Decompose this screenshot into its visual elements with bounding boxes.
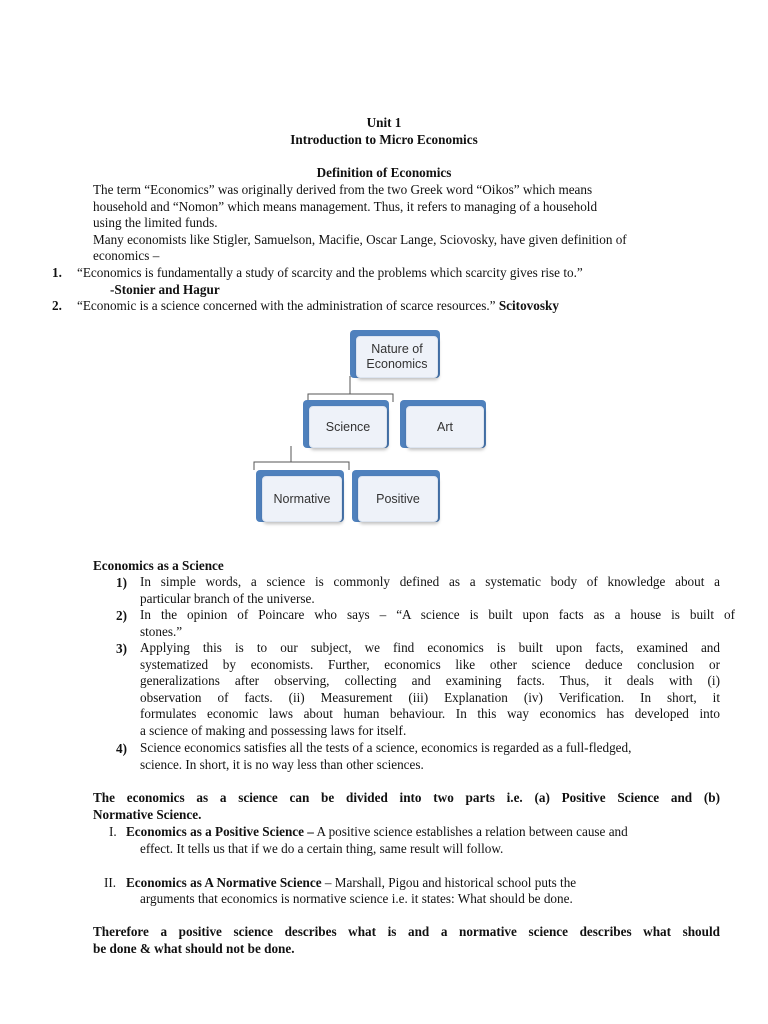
- definition-2-author: Scitovosky: [498, 298, 559, 313]
- division-statement: The economics as a science can be divided into two parts i.e. (a) Positive Science and (b) Normative Science.: [93, 790, 720, 822]
- nature-of-economics-node: [350, 330, 440, 378]
- intro-line-1: The term “Economics” was originally derived from the two Greek word “Oikos” which means: [93, 182, 593, 197]
- intro-line-4: Many economists like Stigler, Samuelson, Macifie, Oscar Lange, Sciovosky, have given definition of: [93, 232, 627, 247]
- definition-2-line: [77, 297, 559, 314]
- intro-line-3: using the limited funds.: [93, 215, 218, 230]
- intro-line-5: economics –: [93, 248, 160, 263]
- science-node: [303, 400, 389, 448]
- normative-science-label: Economics as A Normative Science: [126, 875, 322, 890]
- positive-node: [352, 470, 440, 522]
- science-item-3-number: 3): [116, 641, 127, 656]
- definition-1-number: 1.: [52, 265, 62, 280]
- art-node: [400, 400, 486, 448]
- science-item-1-number: 1): [116, 575, 127, 590]
- nature-of-economics-diagram: [248, 328, 498, 528]
- science-item-3: Applying this is to our subject, we find economics is built upon facts, examined and systematized by economists. Further, economics like other science deduce conclusion or generalizations after observing, collecting and examining facts. Thus, it deals with (i) observation of facts. (ii) Measurement (iii) Explanation (iv) Verification. In short, it formulates economic laws about human behaviour. In this way economics has developed into a science of making and possessing laws for itself.: [140, 640, 720, 738]
- science-item-4: Science economics satisfies all the tests of a science, economics is regarded as a full-fledged, science. In short, it is no way less than other sciences.: [140, 740, 632, 772]
- definition-2-number: 2.: [52, 298, 62, 313]
- science-item-2: In the opinion of Poincare who says – “A science is built upon facts as a house is built of stones.”: [140, 607, 735, 639]
- science-section-heading: Economics as a Science: [93, 558, 224, 573]
- definition-1-text: “Economics is fundamentally a study of scarcity and the problems which scarcity gives rise to.”: [77, 265, 583, 280]
- normative-label: Normative: [262, 476, 342, 522]
- definition-2-text: “Economic is a science concerned with the administration of scarce resources.”: [77, 298, 496, 313]
- science-item-2-number: 2): [116, 608, 127, 623]
- science-item-4-number: 4): [116, 741, 127, 756]
- unit-label: Unit 1: [366, 115, 402, 130]
- page-title: Introduction to Micro Economics: [290, 132, 478, 147]
- roman-item-1-number: I.: [109, 824, 117, 839]
- positive-science-label: Economics as a Positive Science –: [126, 824, 314, 839]
- roman-item-1-line-1: Economics as a Positive Science – A positive science establishes a relation between cause and: [126, 824, 628, 839]
- roman-item-2-line-2: arguments that economics is normative science i.e. it states: What should be done.: [140, 891, 573, 906]
- normative-node: [256, 470, 344, 522]
- section-heading: Definition of Economics: [316, 165, 452, 180]
- definition-1-author: -Stonier and Hagur: [110, 282, 220, 297]
- art-label: Art: [406, 406, 484, 448]
- roman-item-1-line-2: effect. It tells us that if we do a certain thing, same result will follow.: [140, 841, 504, 856]
- science-label: Science: [309, 406, 387, 448]
- positive-label: Positive: [358, 476, 438, 522]
- science-item-1: In simple words, a science is commonly defined as a systematic body of knowledge about a particular branch of the universe.: [140, 574, 720, 606]
- conclusion-statement: Therefore a positive science describes what is and a normative science describes what should be done & what should not be done.: [93, 924, 720, 956]
- roman-item-2-number: II.: [104, 875, 117, 890]
- nature-of-economics-label: Nature of Economics: [366, 342, 428, 371]
- roman-item-2-line-1: Economics as A Normative Science – Marshall, Pigou and historical school puts the: [126, 875, 577, 890]
- intro-line-2: household and “Nomon” which means management. Thus, it refers to managing of a household: [93, 199, 598, 214]
